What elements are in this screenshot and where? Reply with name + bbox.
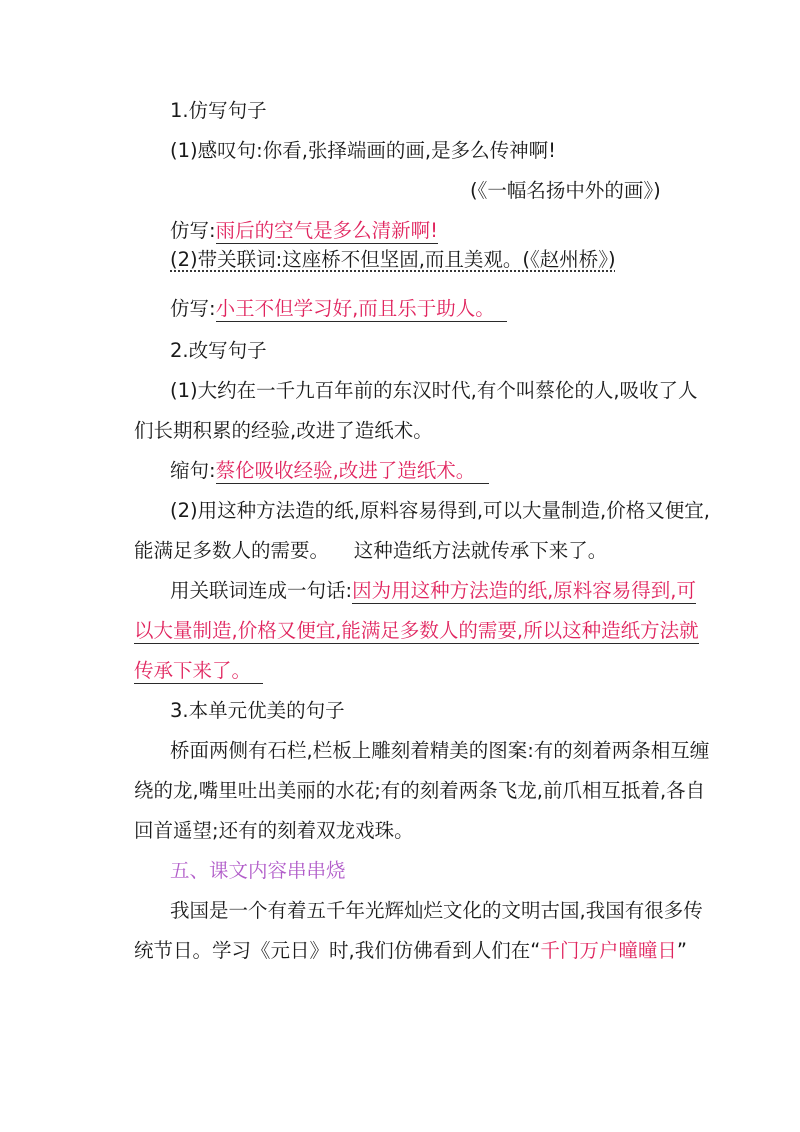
highlighted-quote: 千门万户曈曈日 [540, 939, 677, 962]
section-1-answer-1 [170, 218, 438, 244]
answer-text: 蔡伦吸收经验,改进了造纸术。 [216, 459, 490, 484]
section-2-answer-1 [170, 458, 489, 484]
answer-text: 以大量制造,价格又便宜,能满足多数人的需要,所以这种造纸方法就 [134, 619, 699, 642]
section-5-line-1: 我国是一个有着五千年光辉灿烂文化的文明古国,我国有很多传 [170, 899, 703, 922]
section-2-answer-2-line-1 [170, 578, 696, 604]
question-text: (2)带关联词:这座桥不但坚固,而且美观。(《赵州桥》) [170, 248, 616, 271]
section-2-answer-2-line-3 [134, 658, 263, 684]
section-1-heading: 1.仿写句子 [170, 99, 267, 122]
section-3-line-1: 桥面两侧有石栏,栏板上雕刻着精美的图案:有的刻着两条相互缠 [170, 739, 710, 762]
section-2-question-2-line-2: 能满足多数人的需要。 这种造纸方法就传承下来了。 [134, 539, 608, 562]
section-1-question-1: (1)感叹句:你看,张择端画的画,是多么传神啊! [170, 139, 556, 162]
section-3-line-3: 回首遥望;还有的刻着双龙戏珠。 [134, 819, 414, 842]
answer-label: 用关联词连成一句话: [170, 579, 353, 602]
section-5-line-2 [134, 938, 687, 964]
answer-text: 传承下来了。 [134, 659, 263, 684]
answer-label: 缩句: [170, 459, 216, 482]
section-3-heading: 3.本单元优美的句子 [170, 699, 345, 722]
section-5-heading: 五、课文内容串串烧 [170, 859, 346, 882]
answer-text: 因为用这种方法造的纸,原料容易得到,可 [352, 579, 696, 602]
section-1-answer-2 [170, 296, 507, 322]
section-2-answer-2-line-2 [134, 618, 699, 644]
section-2-question-1-line-2: 们长期积累的经验,改进了造纸术。 [134, 419, 433, 442]
section-1-question-1-source: (《一幅名扬中外的画》) [470, 179, 661, 202]
answer-label: 仿写: [170, 297, 216, 320]
section-2-question-1-line-1: (1)大约在一千九百年前的东汉时代,有个叫蔡伦的人,吸收了人 [170, 379, 698, 402]
section-1-question-2 [170, 247, 616, 273]
answer-text: 小王不但学习好,而且乐于助人。 [216, 297, 507, 322]
text-suffix: ” [676, 939, 687, 962]
text-prefix: 统节日。学习《元日》时,我们仿佛看到人们在“ [134, 939, 541, 962]
section-2-heading: 2.改写句子 [170, 339, 267, 362]
section-2-question-2-line-1: (2)用这种方法造的纸,原料容易得到,可以大量制造,价格又便宜, [170, 499, 710, 522]
answer-label: 仿写: [170, 219, 216, 242]
section-3-line-2: 绕的龙,嘴里吐出美丽的水花;有的刻着两条飞龙,前爪相互抵着,各自 [134, 779, 706, 802]
answer-text: 雨后的空气是多么清新啊! [215, 219, 438, 242]
